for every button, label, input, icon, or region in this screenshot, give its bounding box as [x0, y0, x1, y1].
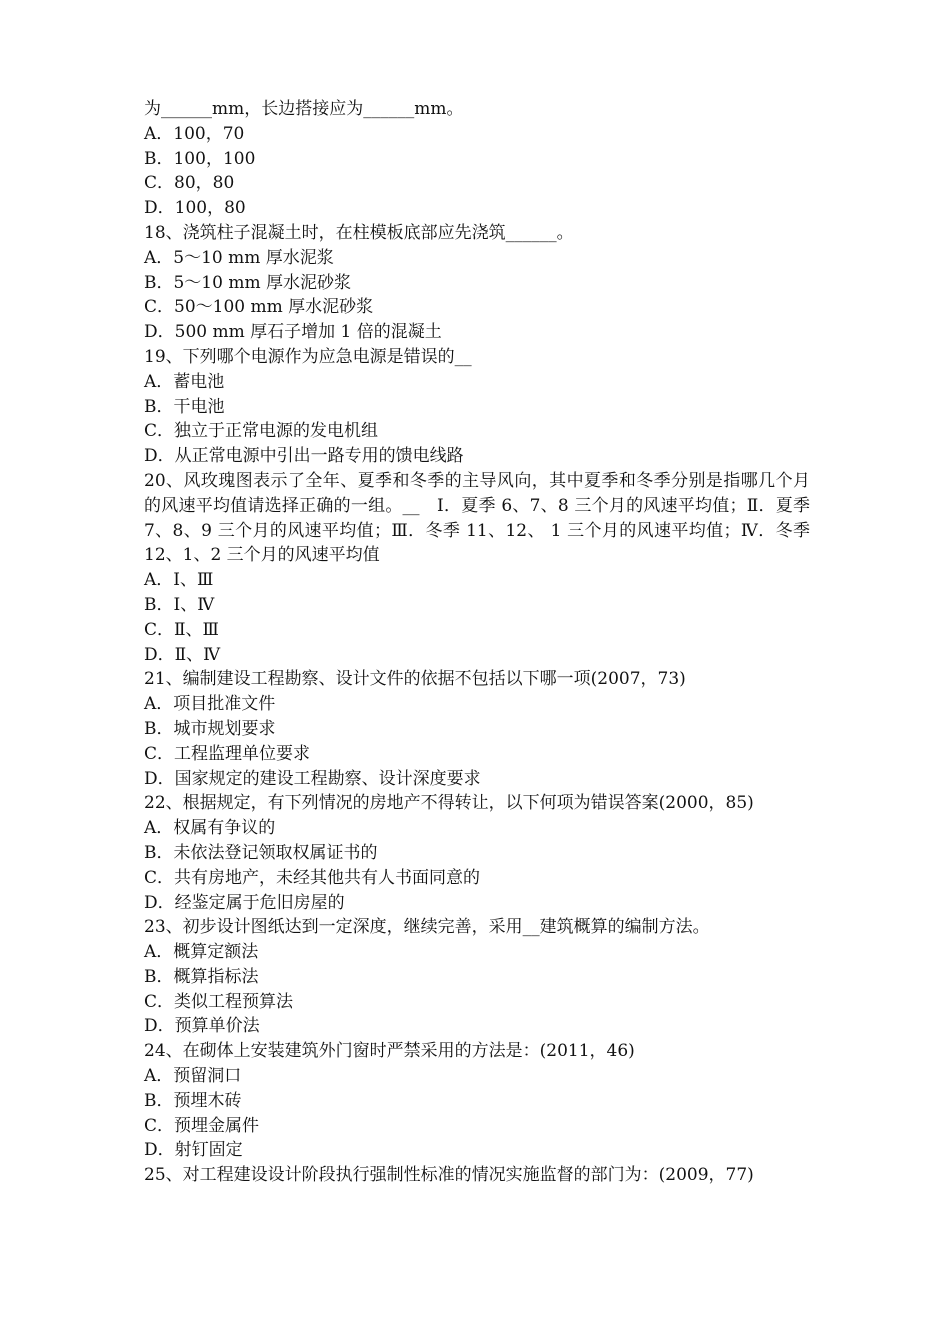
option-b: B．预埋木砖 [144, 1090, 242, 1111]
option-b: B．干电池 [144, 396, 225, 417]
question-19: 19、下列哪个电源作为应急电源是错误的__ [144, 346, 472, 367]
option-b: B．城市规划要求 [144, 718, 276, 739]
option-d: D．Ⅱ、Ⅳ [144, 644, 221, 665]
option-a: A．蓄电池 [144, 371, 225, 392]
question-25: 25、对工程建设设计阶段执行强制性标准的情况实施监督的部门为：(2009，77) [144, 1165, 754, 1186]
option-c: C．独立于正常电源的发电机组 [144, 421, 379, 442]
option-c: C．80，80 [144, 173, 235, 194]
option-d: D．国家规定的建设工程勘察、设计深度要求 [144, 768, 481, 789]
option-c: C．Ⅱ、Ⅲ [144, 619, 219, 640]
option-a: A．项目批准文件 [144, 694, 276, 715]
option-a: A．5～10 mm 厚水泥浆 [144, 247, 334, 268]
option-c: C．工程监理单位要求 [144, 743, 311, 764]
option-b: B．5～10 mm 厚水泥砂浆 [144, 272, 351, 293]
question-21: 21、编制建设工程勘察、设计文件的依据不包括以下哪一项(2007，73) [144, 669, 686, 690]
option-b: B．100，100 [144, 148, 256, 169]
question-24: 24、在砌体上安装建筑外门窗时严禁采用的方法是：(2011，46) [144, 1041, 635, 1062]
option-c: C．共有房地产，未经其他共有人书面同意的 [144, 867, 481, 888]
option-a: A．Ⅰ、Ⅲ [144, 570, 214, 591]
document-body [144, 97, 810, 1188]
question-20: 20、风玫瑰图表示了全年、夏季和冬季的主导风向，其中夏季和冬季分别是指哪几个月的风速平均值请选择正确的一组。__ Ⅰ．夏季 6、7、8 三个月的风速平均值；Ⅱ．夏季 7、8、9 三个月的风速平均值；Ⅲ．冬季 11、12、 1 三个月的风速平均值；Ⅳ．冬季 12、1、2 三个月的风速平均值 [144, 470, 810, 566]
option-d: D．从正常电源中引出一路专用的馈电线路 [144, 446, 464, 467]
option-b: B．概算指标法 [144, 966, 259, 987]
option-c: C．50～100 mm 厚水泥砂浆 [144, 297, 374, 318]
option-d: D．预算单价法 [144, 1016, 260, 1037]
option-d: D．100，80 [144, 198, 246, 219]
option-d: D．经鉴定属于危旧房屋的 [144, 892, 345, 913]
option-a: A．预留洞口 [144, 1066, 242, 1087]
option-b: B．Ⅰ、Ⅳ [144, 594, 215, 615]
option-d: D．射钉固定 [144, 1140, 243, 1161]
option-c: C．类似工程预算法 [144, 991, 294, 1012]
option-c: C．预埋金属件 [144, 1115, 260, 1136]
option-b: B．未依法登记领取权属证书的 [144, 842, 378, 863]
question-fragment: 为______mm，长边搭接应为______mm。 [144, 99, 464, 119]
question-18: 18、浇筑柱子混凝土时，在柱模板底部应先浇筑______。 [144, 222, 574, 243]
option-a: A．权属有争议的 [144, 818, 276, 839]
option-d: D．500 mm 厚石子增加 1 倍的混凝土 [144, 322, 442, 343]
question-22: 22、根据规定，有下列情况的房地产不得转让，以下何项为错误答案(2000，85) [144, 793, 754, 814]
question-23: 23、初步设计图纸达到一定深度，继续完善，采用__建筑概算的编制方法。 [144, 917, 710, 938]
option-a: A．概算定额法 [144, 942, 259, 963]
option-a: A．100，70 [144, 123, 245, 144]
